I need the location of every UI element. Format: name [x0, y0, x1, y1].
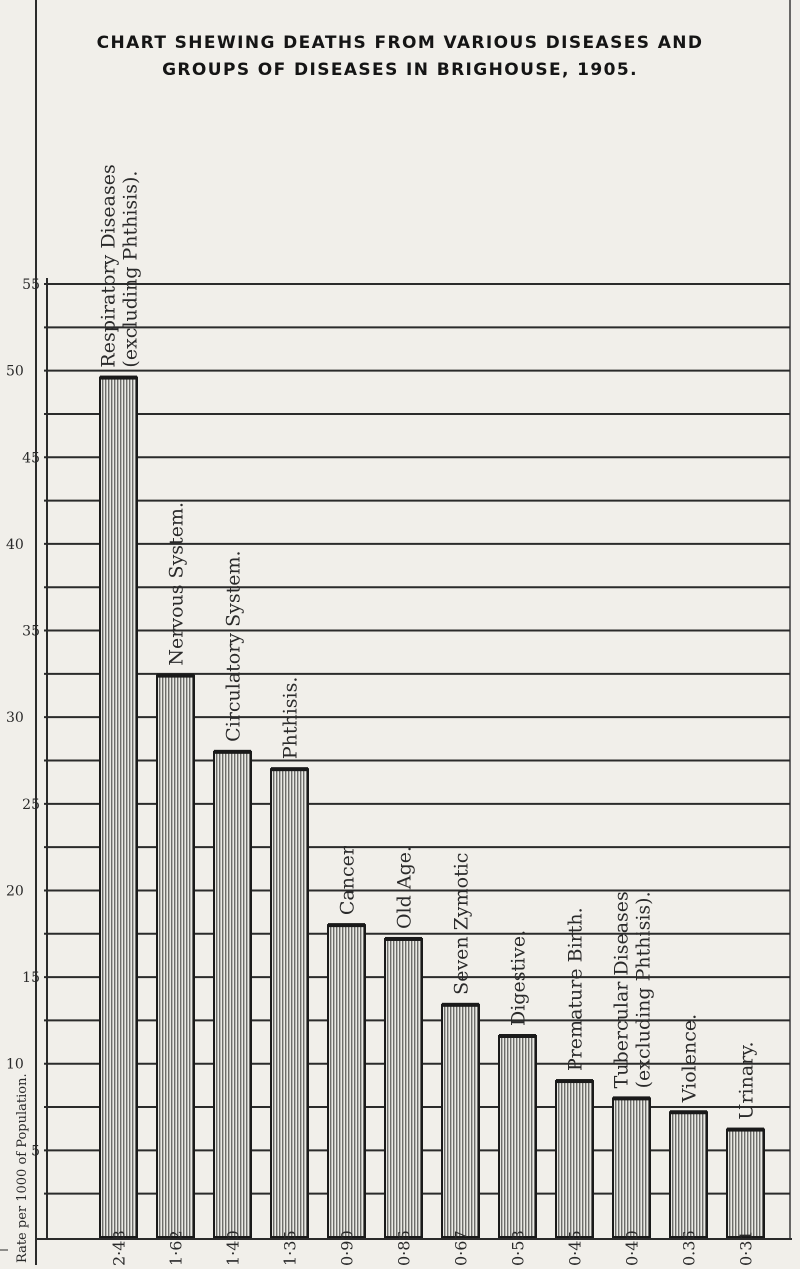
y-axis-label: Rate per 1000 of Population. — [15, 1073, 30, 1263]
bar-cap — [442, 1003, 479, 1007]
y-tick-label: 40 — [6, 536, 24, 553]
bar-category-label: Nervous System. — [165, 502, 188, 666]
bar-value-label: 0·58 — [508, 1230, 528, 1266]
bar-category-label: Violence. — [678, 1013, 701, 1103]
bar-cap — [214, 750, 251, 754]
bar — [328, 925, 365, 1237]
bar-category-label: Respiratory Diseases — [97, 164, 120, 368]
y-tick-label: 45 — [22, 450, 40, 467]
y-tick-label: 10 — [6, 1056, 24, 1073]
bar-value-label: 0.36 — [679, 1230, 699, 1266]
bar-value-label: 2·48 — [109, 1230, 129, 1266]
bar-cap — [499, 1034, 536, 1038]
bar-value-label: 0·40 — [622, 1230, 642, 1266]
bar-value-label: 0·31 — [736, 1230, 756, 1266]
bar-category-label: Circulatory System. — [222, 550, 245, 742]
chart-title-line-2: GROUPS OF DISEASES IN BRIGHOUSE, 1905. — [162, 60, 638, 80]
bar-cap — [385, 937, 422, 941]
y-tick-label: 25 — [22, 796, 40, 813]
bar — [271, 769, 308, 1237]
bar-value-label: 1·40 — [223, 1230, 243, 1266]
bar-value-label: 0·45 — [565, 1230, 585, 1266]
y-tick-label: 5 — [31, 1143, 40, 1160]
bar-cap — [157, 674, 194, 678]
y-tick-label: 55 — [22, 277, 40, 293]
bar-cap — [328, 923, 365, 927]
bar-category-label: (excluding Phthisis). — [632, 891, 655, 1089]
bar-cap — [271, 767, 308, 771]
bar-category-label: Tubercular Diseases — [610, 891, 633, 1089]
bar — [157, 676, 194, 1237]
y-tick-label: 35 — [22, 623, 40, 640]
bar — [499, 1036, 536, 1237]
bar-category-label: Premature Birth. — [564, 907, 587, 1072]
bar — [442, 1005, 479, 1237]
bar-category-label: Seven Zymotic — [450, 852, 473, 995]
bar-value-label: 0·90 — [337, 1230, 357, 1266]
bar-cap — [727, 1128, 764, 1132]
y-tick-label: 30 — [6, 710, 24, 727]
bar-cap — [100, 376, 137, 380]
bar-category-label: Cancer — [336, 846, 359, 916]
bar-value-label: 1·35 — [280, 1230, 300, 1266]
bar-value-label: 0·86 — [394, 1230, 414, 1266]
bar — [214, 752, 251, 1237]
bar — [385, 939, 422, 1237]
bar — [100, 378, 137, 1237]
bar — [670, 1112, 707, 1237]
bar-category-label: Old Age. — [393, 845, 416, 929]
y-tick-label: 50 — [6, 363, 24, 380]
chart-title-line-1: CHART SHEWING DEATHS FROM VARIOUS DISEASES AND — [96, 33, 704, 53]
bar-value-label: 0·67 — [451, 1230, 471, 1266]
bar-category-label: Phthisis. — [279, 676, 302, 760]
bar-cap — [556, 1079, 593, 1083]
bar-value-label: 1·62 — [166, 1230, 186, 1266]
bar-category-label: Urinary. — [735, 1041, 758, 1120]
bar — [556, 1081, 593, 1237]
bar-cap — [670, 1110, 707, 1114]
y-tick-label: 15 — [22, 970, 40, 987]
bar-cap — [613, 1096, 650, 1100]
bar — [613, 1098, 650, 1237]
bar-category-label: (excluding Phthisis). — [119, 170, 142, 368]
bar — [727, 1130, 764, 1237]
bar-category-label: Digestive. — [507, 929, 530, 1027]
y-tick-label: 20 — [6, 883, 24, 900]
